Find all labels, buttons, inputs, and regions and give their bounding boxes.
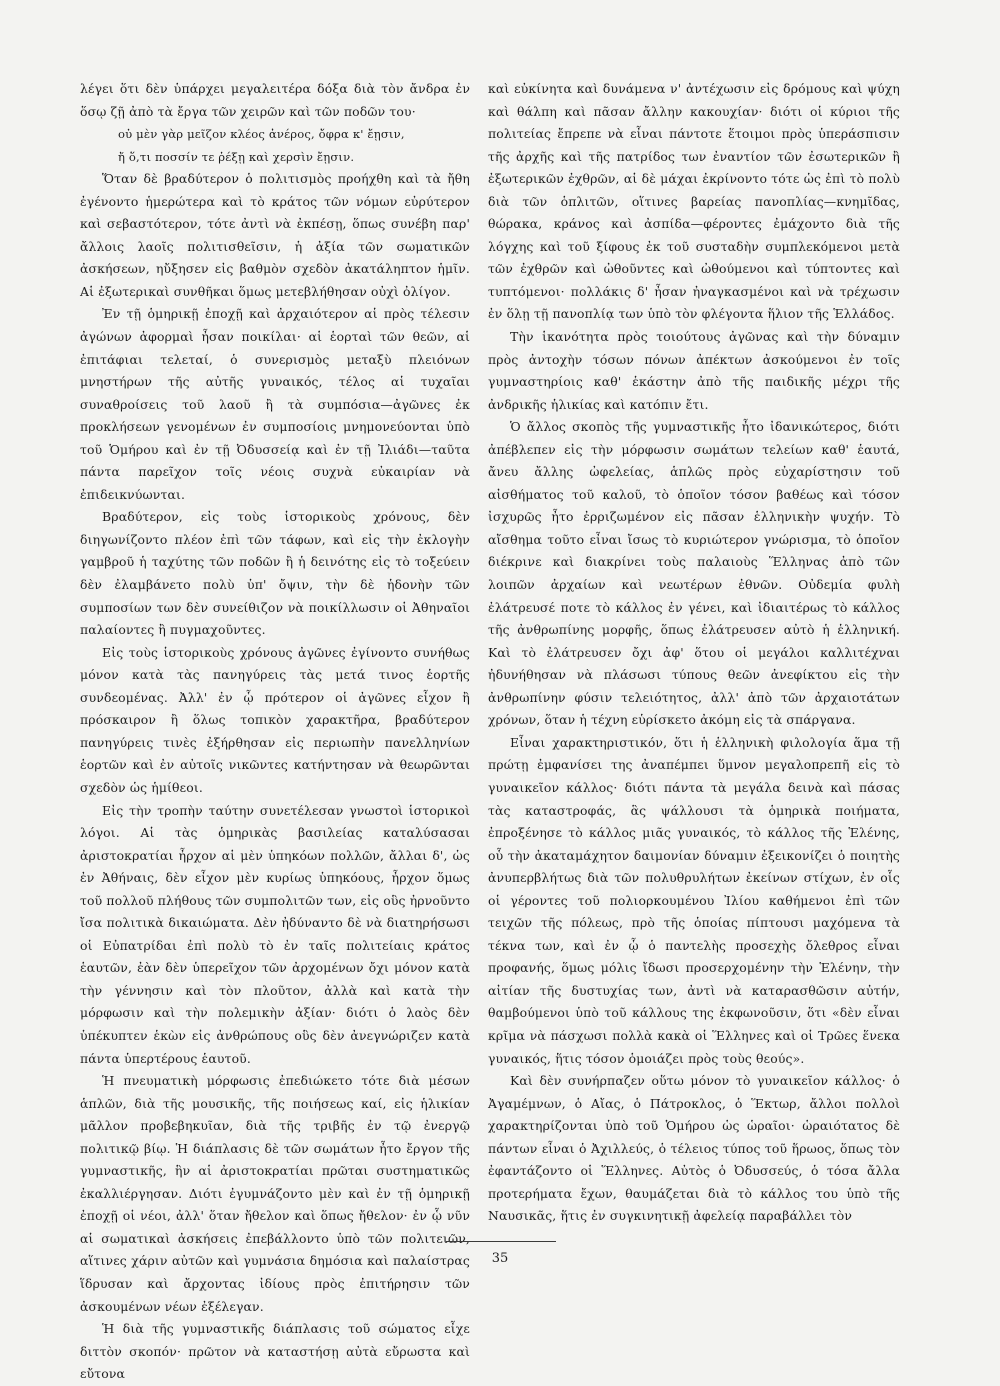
- right-paragraph-5: Καὶ δὲν συνήρπαζεν οὕτω μόνον τὸ γυναικεῖον κάλλος· ὁ Ἀγαμέμνων, ὁ Αἴας, ὁ Πάτροκλος, ὁ Ἕκτωρ, ἄλλοι πολλοὶ χαρακτηρίζονται ὑπὸ τοῦ Ὁμήρου ὡς ὡραῖοι· ὡραιότατος δὲ πάντων εἶναι ὁ Ἀχιλλεύς, ὁ τέλειος τύπος τοῦ ἥρωος, ὅπως τὸν ἐφαντάζοντο οἱ Ἕλληνες. Αὐτὸς ὁ Ὀδυσσεύς, ὁ τόσα ἄλλα προτερήματα ἔχων, θαυμάζεται διὰ τὸ κάλλος του ὑπὸ τῆς Ναυσικᾶς, ἥτις ἐν συγκινητικῇ ἀφελείᾳ παραβάλλει τὸν: [488, 1073, 900, 1224]
- left-paragraph-1: λέγει ὅτι δὲν ὑπάρχει μεγαλειτέρα δόξα διὰ τὸν ἄνδρα ἐν ὅσῳ ζῇ ἀπὸ τὰ ἔργα τῶν χειρῶν καὶ τῶν ποδῶν του·: [80, 81, 470, 119]
- page-number: 35: [491, 1251, 509, 1266]
- left-paragraph-5: Εἰς τοὺς ἱστορικοὺς χρόνους ἀγῶνες ἐγίνοντο συνήθως μόνον κατὰ τὰς πανηγύρεις τὰς μετά τινος ἑορτῆς συνδεομένας. Ἀλλ' ἐν ᾧ πρότερον οἱ ἀγῶνες εἶχον ἢ πρόσκαιρον ἢ ὅλως τοπικὸν χαρακτῆρα, βραδύτερον πανηγύρεις τινὲς ἐξήρθησαν εἰς περιωπὴν πανελληνίων ἑορτῶν καὶ ἐν αὐτοῖς νικῶντες κατήντησαν νὰ θεωρῶνται σχεδὸν ὡς ἡμίθεοι.: [80, 644, 470, 795]
- right-paragraph-4: Εἶναι χαρακτηριστικόν, ὅτι ἡ ἑλληνικὴ φιλολογία ἅμα τῇ πρώτῃ ἐμφανίσει της ἀναπέμπει ὕμνον μεγαλοπρεπῆ εἰς τὸ γυναικεῖον κάλλος· διότι πάντα τὰ μεγάλα δεινὰ καὶ πάσας τὰς καταστροφάς, ἃς ψάλλουσι τὰ ὁμηρικὰ ποιήματα, ἐπροξένησε τὸ κάλλος μιᾶς γυναικός, τὸ κάλλος τῆς Ἑλένης, οὗ τὴν ἀκαταμάχητον δαιμονίαν δύναμιν ἐξεικονίζει ὁ ποιητὴς ἀνυπερβλήτως διὰ τῶν πολυθρυλήτων ἐκείνων στίχων, ἐν οἷς οἱ γέροντες τοῦ πολιορκουμένου Ἰλίου καθήμενοι ἐπὶ τῶν τειχῶν τῆς πόλεως, πρὸ τῆς ὁποίας πίπτουσι μαχόμενα τὰ τέκνα των, καὶ ἐν ᾧ ὁ παντελὴς προσεχὴς ὄλεθρος εἶναι προφανής, ὅμως μόλις ἴδωσι προσερχομένην τὴν Ἑλένην, τὴν αἰτίαν τῆς δυστυχίας των, ἀντὶ νὰ καταρασθῶσιν αὐτήν, θαμβούμενοι ὑπὸ τοῦ κάλλους της ἐκφωνοῦσιν, ὅτι «δὲν εἶναι κρῖμα νὰ πάσχωσι πολλὰ κακὰ οἱ Ἕλληνες καὶ οἱ Τρῶες ἕνεκα γυναικός, ἥτις τόσον ὁμοιάζει πρὸς τοὺς θεούς».: [488, 734, 900, 1066]
- right-paragraph-3: Ὁ ἄλλος σκοπὸς τῆς γυμναστικῆς ἦτο ἰδανικώτερος, διότι ἀπέβλεπεν εἰς τὴν μόρφωσιν σωμάτων τελείων καθ' ἑαυτά, ἄνευ ἄλλης ὠφελείας, ἁπλῶς πρὸς εὐχαρίστησιν τοῦ αἰσθήματος τοῦ καλοῦ, τὸ ὁποῖον τόσον βαθέως καὶ τόσον ἰσχυρῶς ἦτο ἐρριζωμένον εἰς πᾶσαν ἑλληνικὴν ψυχήν. Τὸ αἴσθημα τοῦτο εἶναι ἴσως τὸ κυριώτερον γνώρισμα, τὸ ὁποῖον διέκρινε καὶ διακρίνει τοὺς παλαιοὺς Ἕλληνας ἀπὸ τῶν λοιπῶν ἀρχαίων καὶ νεωτέρων ἐθνῶν. Οὐδεμία φυλὴ ἐλάτρευσέ ποτε τὸ κάλλος ἐν γένει, καὶ ἰδιαιτέρως τὸ κάλλος τῆς ἀνθρωπίνης μορφῆς, ὅπως ἐλάτρευσεν αὐτὸ ἡ ἑλληνική. Καὶ τὸ ἐλάτρευσεν ὄχι ἀφ' ὅτου οἱ μεγάλοι καλλιτέχναι ἠδυνήθησαν νὰ πλάσωσι τύπους θεῶν ἀνεφίκτου εἰς τὴν ἀνθρωπίνην φύσιν τελειότητος, ἀλλ' ἀπὸ τῶν ἀρχαιοτάτων χρόνων, ὅταν ἡ τέχνη εὑρίσκετο ἀκόμη εἰς τὰ σπάργανα.: [488, 419, 900, 728]
- right-column: [488, 78, 900, 1228]
- left-paragraph-4: Βραδύτερον, εἰς τοὺς ἱστορικοὺς χρόνους, δὲν διηγωνίζοντο πλέον ἐπὶ τῶν τάφων, καὶ εἰς τὴν ἐκλογὴν γαμβροῦ ἡ ταχύτης τῶν ποδῶν ἢ ἡ δεινότης εἰς τὸ τοξεύειν δὲν ἐλαμβάνετο πολὺ ὑπ' ὄψιν, τὴν δὲ ἡδονὴν τῶν συμποσίων των δὲν συνείθιζον νὰ ποικίλλωσιν οἱ Ἀθηναῖοι παλαίοντες ἢ πυγμαχοῦντες.: [80, 509, 470, 638]
- left-paragraph-2: Ὅταν δὲ βραδύτερον ὁ πολιτισμὸς προήχθη καὶ τὰ ἤθη ἐγένοντο ἡμερώτερα καὶ τὸ κράτος τῶν νόμων εὐρύτερον καὶ σεβαστότερον, τότε ἀντὶ νὰ ἐκπέσῃ, ὅπως συνέβη παρ' ἄλλοις λαοῖς πολιτισθεῖσιν, ἡ ἀξία τῶν σωματικῶν ἀσκήσεων, ηὔξησεν εἰς βαθμὸν σχεδὸν ἀκατάληπτον ἡμῖν. Αἱ ἐξωτερικαὶ συνθῆκαι ὅμως μετεβλήθησαν οὐχὶ ὀλίγον.: [80, 171, 470, 299]
- right-paragraph-2: Τὴν ἱκανότητα πρὸς τοιούτους ἀγῶνας καὶ τὴν δύναμιν πρὸς ἀντοχὴν τόσων πόνων ἀπέκτων ἀσκούμενοι ἐν τοῖς γυμναστηρίοις καθ' ἑκάστην ἀπὸ τῆς παιδικῆς μέχρι τῆς ἀνδρικῆς ἡλικίας καὶ κατόπιν ἔτι.: [488, 329, 900, 412]
- left-paragraph-8: Ἡ διὰ τῆς γυμναστικῆς διάπλασις τοῦ σώματος εἶχε διττὸν σκοπόν· πρῶτον νὰ καταστήσῃ αὐτὰ εὔρωστα καὶ εὔτονα: [80, 1321, 470, 1382]
- left-column: [80, 78, 470, 1386]
- left-paragraph-6: Εἰς τὴν τροπὴν ταύτην συνετέλεσαν γνωστοὶ ἱστορικοὶ λόγοι. Αἱ τὰς ὁμηρικὰς βασιλείας καταλύσασαι ἀριστοκρατίαι ἦρχον αἱ μὲν ὑπηκόων πολλῶν, ἄλλαι δ', ὡς ἐν Ἀθήναις, δὲν εἶχον μὲν κυρίως ὑπηκόους, ἦρχον ὅμως τοῦ πολλοῦ πλήθους τῶν συμπολιτῶν των, εἰς οὓς ἠρνοῦντο ἴσα πολιτικὰ δικαιώματα. Δὲν ἠδύναντο δὲ νὰ διατηρήσωσι οἱ Εὐπατρίδαι ἐπὶ πολὺ τὸ ἐν ταῖς πολιτείαις κράτος ἑαυτῶν, ἐὰν δὲν ὑπερεῖχον τῶν ἀρχομένων ὄχι μόνον κατὰ τὴν γέννησιν καὶ τὸν πλοῦτον, ἀλλὰ καὶ κατὰ τὴν μόρφωσιν καὶ τὴν πολεμικὴν ἀξίαν· διότι ὁ λαὸς δὲν ὑπέκυπτεν ἑκὼν εἰς ἀνθρώπους οὓς δὲν ἀνεγνώριζεν κατὰ πάντα ὑπερτέρους ἑαυτοῦ.: [80, 802, 470, 1066]
- left-paragraph-7: Ἡ πνευματικὴ μόρφωσις ἐπεδιώκετο τότε διὰ μέσων ἁπλῶν, διὰ τῆς μουσικῆς, τῆς ποιήσεως καί, εἰς ἡλικίαν μᾶλλον προβεβηκυῖαν, διὰ τῆς τριβῆς ἐν τῷ ἐνεργῷ πολιτικῷ βίῳ. Ἡ διάπλασις δὲ τῶν σωμάτων ἦτο ἔργον τῆς γυμναστικῆς, ἣν αἱ ἀριστοκρατίαι πρῶται συστηματικῶς ἐκαλλιέργησαν. Διότι ἐγυμνάζοντο μὲν καὶ ἐν τῇ ὁμηρικῇ ἐποχῇ οἱ νέοι, ἀλλ' ὅταν ἤθελον καὶ ὅπως ἤθελον· ἐν ᾧ νῦν αἱ σωματικαὶ ἀσκήσεις ἐπεβάλλοντο ὑπὸ τῶν πολιτειῶν, αἵτινες χάριν αὐτῶν καὶ γυμνάσια δημόσια καὶ παλαίστρας ἵδρυσαν καὶ ἄρχοντας ἰδίους πρὸς ἐπιτήρησιν τῶν ἀσκουμένων νέων ἐξέλεγαν.: [80, 1073, 470, 1314]
- homeric-verse-line-2: ἤ ὅ,τι ποσσίν τε ῥέξῃ καὶ χερσὶν ἔῃσιν.: [118, 149, 355, 164]
- page-number-rule: [446, 1241, 556, 1242]
- right-paragraph-1: καὶ εὐκίνητα καὶ δυνάμενα ν' ἀντέχωσιν εἰς δρόμους καὶ ψύχη καὶ θάλπη καὶ πᾶσαν ἄλλην κακουχίαν· διότι οἱ κύριοι τῆς πολιτείας ἔπρεπε νὰ εἶναι πάντοτε ἕτοιμοι πρὸς ὑπεράσπισιν τῆς ἀρχῆς καὶ τῆς πατρίδος των ἐναντίον τῶν ἐσωτερικῶν ἢ ἐξωτερικῶν ἐχθρῶν, αἱ δὲ μάχαι ἐκρίνοντο τότε ὡς ἐπὶ τὸ πολὺ διὰ τῶν ὁπλιτῶν, οἵτινες βαρείας πανοπλίας—κνημῖδας, θώρακα, κράνος καὶ ἀσπίδα—φέροντες ἐμάχοντο διὰ τῆς λόγχης καὶ τοῦ ξίφους ἐκ τοῦ συσταδὴν συμπλεκόμενοι μετὰ τῶν ἐχθρῶν καὶ ὠθοῦντες καὶ ὠθούμενοι καὶ τύπτοντες καὶ τυπτόμενοι· πολλάκις δ' ἦσαν ἠναγκασμένοι καὶ νὰ τρέχωσιν ἐν ὅλῃ τῇ πανοπλίᾳ των ὑπὸ τὸν φλέγοντα ἥλιον τῆς Ἑλλάδος.: [488, 81, 900, 322]
- homeric-verse-line-1: οὐ μὲν γὰρ μεῖζον κλέος ἀνέρος, ὄφρα κ' ἔῃσιν,: [118, 127, 405, 142]
- left-paragraph-3: Ἐν τῇ ὁμηρικῇ ἐποχῇ καὶ ἀρχαιότερον αἱ πρὸς τέλεσιν ἀγώνων ἀφορμαὶ ἦσαν ποικίλαι· αἱ ἑορταὶ τῶν θεῶν, αἱ ἐπιτάφιαι τελεταί, ὁ συνερισμὸς μεταξὺ πλειόνων μνηστήρων τῆς αὐτῆς γυναικός, τέλος αἱ τυχαῖαι συναθροίσεις τοῦ λαοῦ ἢ τὰ συμπόσια—ἀγῶνες ἐκ προκλήσεων γενομένων ἐν συμποσίοις μνημονεύονται ὑπὸ τοῦ Ὁμήρου καὶ ἐν τῇ Ὀδυσσείᾳ καὶ ἐν τῇ Ἰλιάδι—ταῦτα πάντα παρεῖχον τοῖς νέοις συχνὰ εὐκαιρίαν νὰ ἐπιδεικνύωνται.: [80, 306, 470, 502]
